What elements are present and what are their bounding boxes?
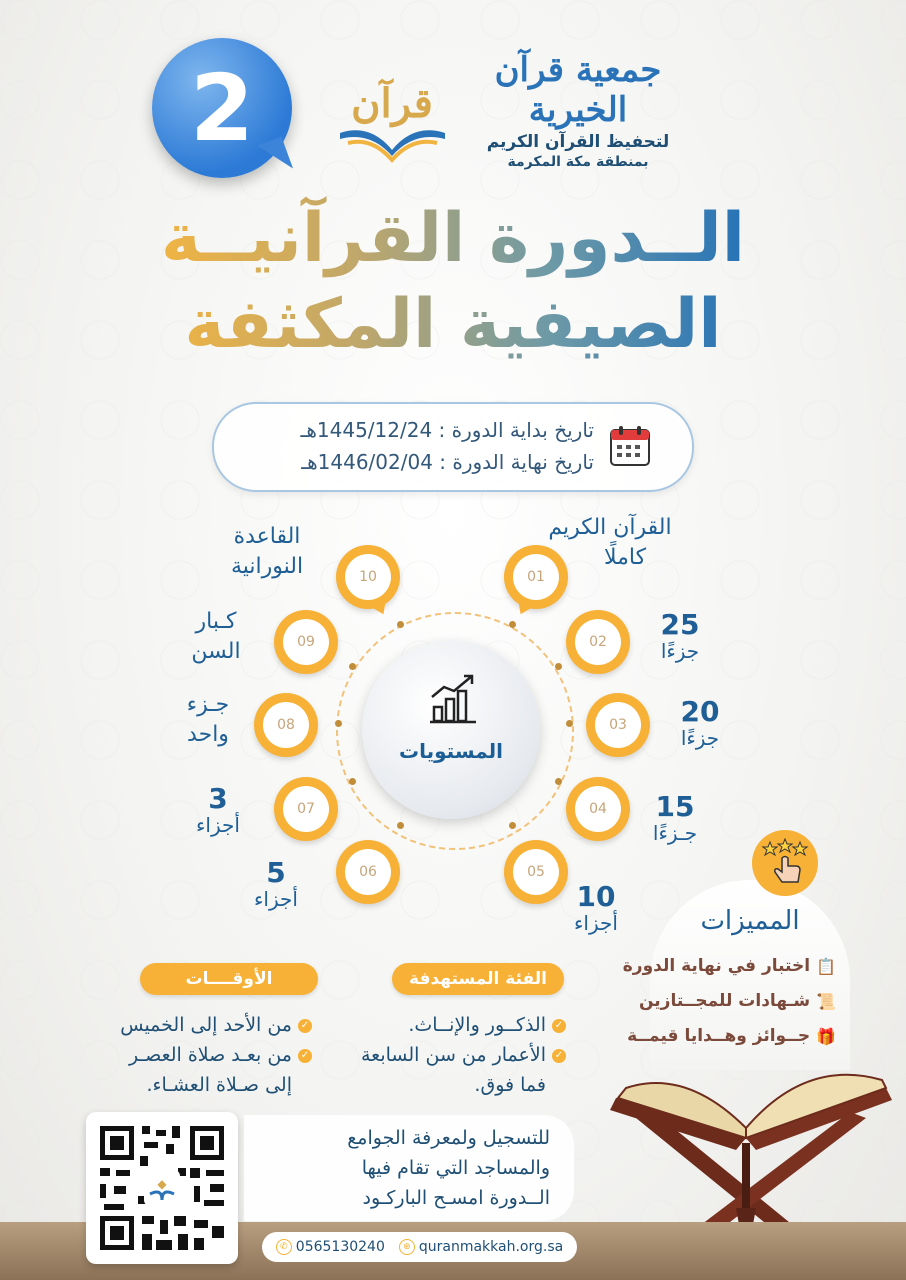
level-09-label: كـبار السن bbox=[191, 609, 241, 664]
register-line-3: الــدورة امسـح الباركـود bbox=[362, 1187, 550, 1209]
levels-center bbox=[362, 641, 540, 819]
end-date: تاريخ نهاية الدورة : 1446/02/04هـ bbox=[301, 450, 594, 474]
dates-box bbox=[212, 402, 694, 492]
check-icon: ✓ bbox=[552, 1019, 566, 1033]
audience-list bbox=[361, 1010, 566, 1100]
levels-label: المستويات bbox=[399, 739, 503, 763]
qr-code[interactable] bbox=[86, 1112, 238, 1264]
calendar-icon bbox=[608, 424, 652, 468]
register-box bbox=[244, 1115, 574, 1221]
certificate-icon: 📜 bbox=[816, 991, 836, 1011]
svg-text:◆: ◆ bbox=[157, 1177, 167, 1191]
org-name: جمعية قرآن الخيرية bbox=[494, 50, 662, 130]
start-date: تاريخ بداية الدورة : 1445/12/24هـ bbox=[300, 418, 594, 442]
check-icon: ✓ bbox=[298, 1019, 312, 1033]
level-node-05: 05 bbox=[504, 840, 568, 904]
title-line-1: الــدورة القرآنيــة bbox=[140, 196, 766, 282]
times-list bbox=[120, 1010, 312, 1100]
orbit-dot bbox=[397, 621, 404, 628]
times-item: ✓من الأحد إلى الخميس bbox=[120, 1010, 312, 1040]
features-title: المميزات bbox=[700, 906, 800, 936]
orbit-dot bbox=[335, 720, 342, 727]
level-node-09: 09 bbox=[274, 610, 338, 674]
level-node-01: 01 bbox=[504, 545, 568, 609]
level-node-04: 04 bbox=[566, 777, 630, 841]
orbit-dot bbox=[509, 621, 516, 628]
check-icon: ✓ bbox=[552, 1049, 566, 1063]
level-node-03: 03 bbox=[586, 693, 650, 757]
level-01-label: القرآن الكريم كاملًا bbox=[548, 515, 672, 570]
audience-item: ✓الذكــور والإنــاث. bbox=[361, 1010, 566, 1040]
times-pill: الأوقــــات bbox=[140, 963, 318, 995]
level-03-label: 20 جزءًا bbox=[680, 695, 720, 750]
phone-contact[interactable]: ✆ 0565130240 bbox=[276, 1239, 385, 1255]
level-06-label: 5 أجزاء bbox=[254, 856, 298, 911]
register-line-1: للتسجيل ولمعرفة الجوامع bbox=[347, 1127, 550, 1149]
level-node-07: 07 bbox=[274, 777, 338, 841]
check-icon: ✓ bbox=[298, 1049, 312, 1063]
level-node-10: 10 bbox=[336, 545, 400, 609]
orbit-dot bbox=[555, 778, 562, 785]
quran-logo bbox=[330, 55, 455, 170]
feature-item: 📋 اختبار في نهاية الدورة bbox=[622, 956, 836, 976]
contact-bar bbox=[262, 1232, 577, 1262]
level-02-label: 25 جزءًا bbox=[660, 608, 700, 663]
orbit-dot bbox=[397, 822, 404, 829]
orbit-dot bbox=[555, 663, 562, 670]
website-link[interactable]: ⊕ quranmakkah.org.sa bbox=[399, 1239, 563, 1255]
orbit-dot bbox=[509, 822, 516, 829]
org-subtitle: لتحفيظ القرآن الكريم bbox=[486, 132, 670, 152]
level-08-label: جـزء واحد bbox=[186, 692, 230, 747]
clipboard-icon: 📋 bbox=[816, 956, 836, 976]
org-logo bbox=[458, 50, 698, 170]
orbit-dot bbox=[349, 663, 356, 670]
level-node-02: 02 bbox=[566, 610, 630, 674]
level-node-08: 08 bbox=[254, 693, 318, 757]
feature-item: 🎁 جــوائز وهــدايا قيمــة bbox=[627, 1026, 836, 1046]
audience-item: فما فوق. bbox=[474, 1074, 546, 1096]
audience-pill: الفئة المستهدفة bbox=[392, 963, 564, 995]
gift-icon: 🎁 bbox=[816, 1026, 836, 1046]
register-line-2: والمساجد التي تقام فيها bbox=[361, 1157, 550, 1179]
whatsapp-icon: ✆ bbox=[276, 1239, 292, 1255]
level-07-label: 3 أجزاء bbox=[196, 782, 240, 837]
level-10-label: القاعدة النورانية bbox=[230, 524, 304, 579]
title-line-2: الصيفية المكثفة bbox=[140, 282, 766, 368]
pointing-hand-icon bbox=[760, 838, 810, 888]
org-region: بمنطقة مكة المكرمة bbox=[507, 154, 649, 170]
logo-word: قرآن bbox=[351, 80, 433, 127]
badge-number: 2 bbox=[189, 54, 254, 162]
level-05-label: 10 أجزاء bbox=[574, 880, 618, 935]
times-item: ✓من بعـد صلاة العصـر bbox=[120, 1040, 312, 1070]
feature-item: 📜 شـهادات للمجــتازين bbox=[639, 991, 836, 1011]
features-icon-badge bbox=[752, 830, 818, 896]
orbit-dot bbox=[349, 778, 356, 785]
audience-item: ✓الأعمار من سن السابعة bbox=[361, 1040, 566, 1070]
times-item: إلى صـلاة العشـاء. bbox=[146, 1074, 292, 1096]
growth-chart-icon bbox=[428, 673, 478, 725]
globe-icon: ⊕ bbox=[399, 1239, 415, 1255]
orbit-dot bbox=[566, 720, 573, 727]
level-node-06: 06 bbox=[336, 840, 400, 904]
level-04-label: 15 جـزءًا bbox=[652, 790, 698, 845]
